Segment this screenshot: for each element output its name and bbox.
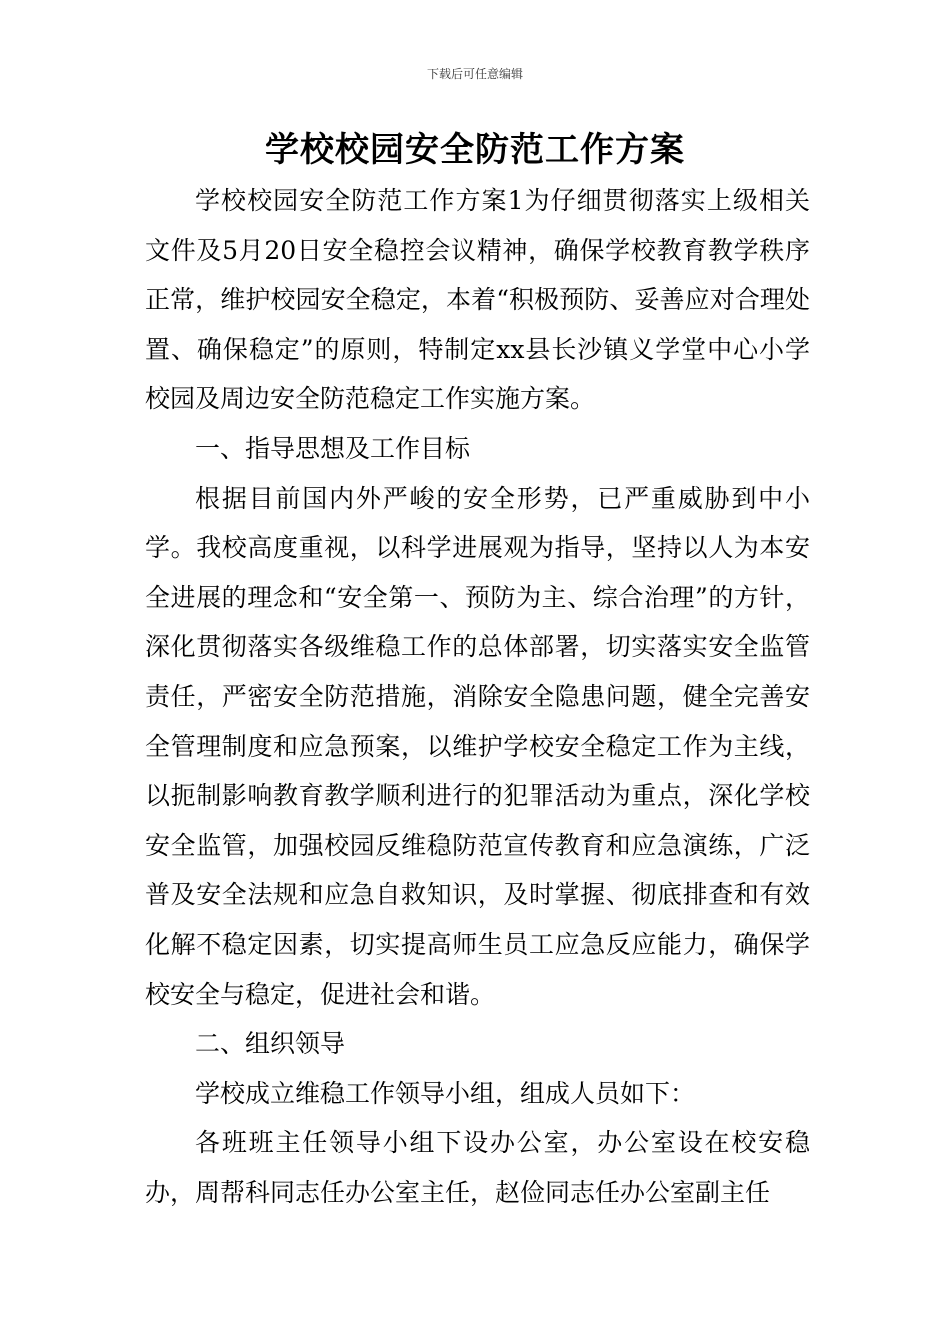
paragraph-office: 各班班主任领导小组下设办公室，办公室设在校安稳办，周帮科同志任办公室主任，赵俭同志任办公室副主任 [145, 1128, 810, 1207]
paragraph-guiding-ideology: 根据目前国内外严峻的安全形势，已严重威胁到中小学。我校高度重视，以科学进展观为指导，坚持以人为本安全进展的理念和“安全第一、预防为主、综合治理”的方针，深化贯彻落实各级维稳工作的总体部署，切实落实安全监管责任，严密安全防范措施，消除安全隐患问题，健全完善安全管理制度和应急预案，以维护学校安全稳定工作为主线，以扼制影响教育教学顺利进行的犯罪活动为重点，深化学校安全监管，加强校园反维稳防范宣传教育和应急演练，广泛普及安全法规和应急自救知识，及时掌握、彻底排查和有效化解不稳定因素，切实提高师生员工应急反应能力，确保学校安全与稳定，促进社会和谐。 [145, 483, 810, 1009]
document-title: 学校校园安全防范工作方案 [265, 130, 685, 170]
section-heading-1: 一、指导思想及工作目标 [195, 433, 471, 463]
header-note: 下载后可任意编辑 [426, 67, 523, 81]
section-heading-2: 二、组织领导 [195, 1029, 346, 1059]
paragraph-leadership-group: 学校成立维稳工作领导小组，组成人员如下： [195, 1078, 696, 1108]
document-body [145, 176, 810, 1217]
paragraph-intro: 学校校园安全防范工作方案1为仔细贯彻落实上级相关文件及5月20日安全稳控会议精神，确保学校教育教学秩序正常，维护校园安全稳定，本着“积极预防、妥善应对合理处置、确保稳定”的原则，特制定xx县长沙镇义学堂中心小学校园及周边安全防范稳定工作实施方案。 [145, 186, 810, 414]
